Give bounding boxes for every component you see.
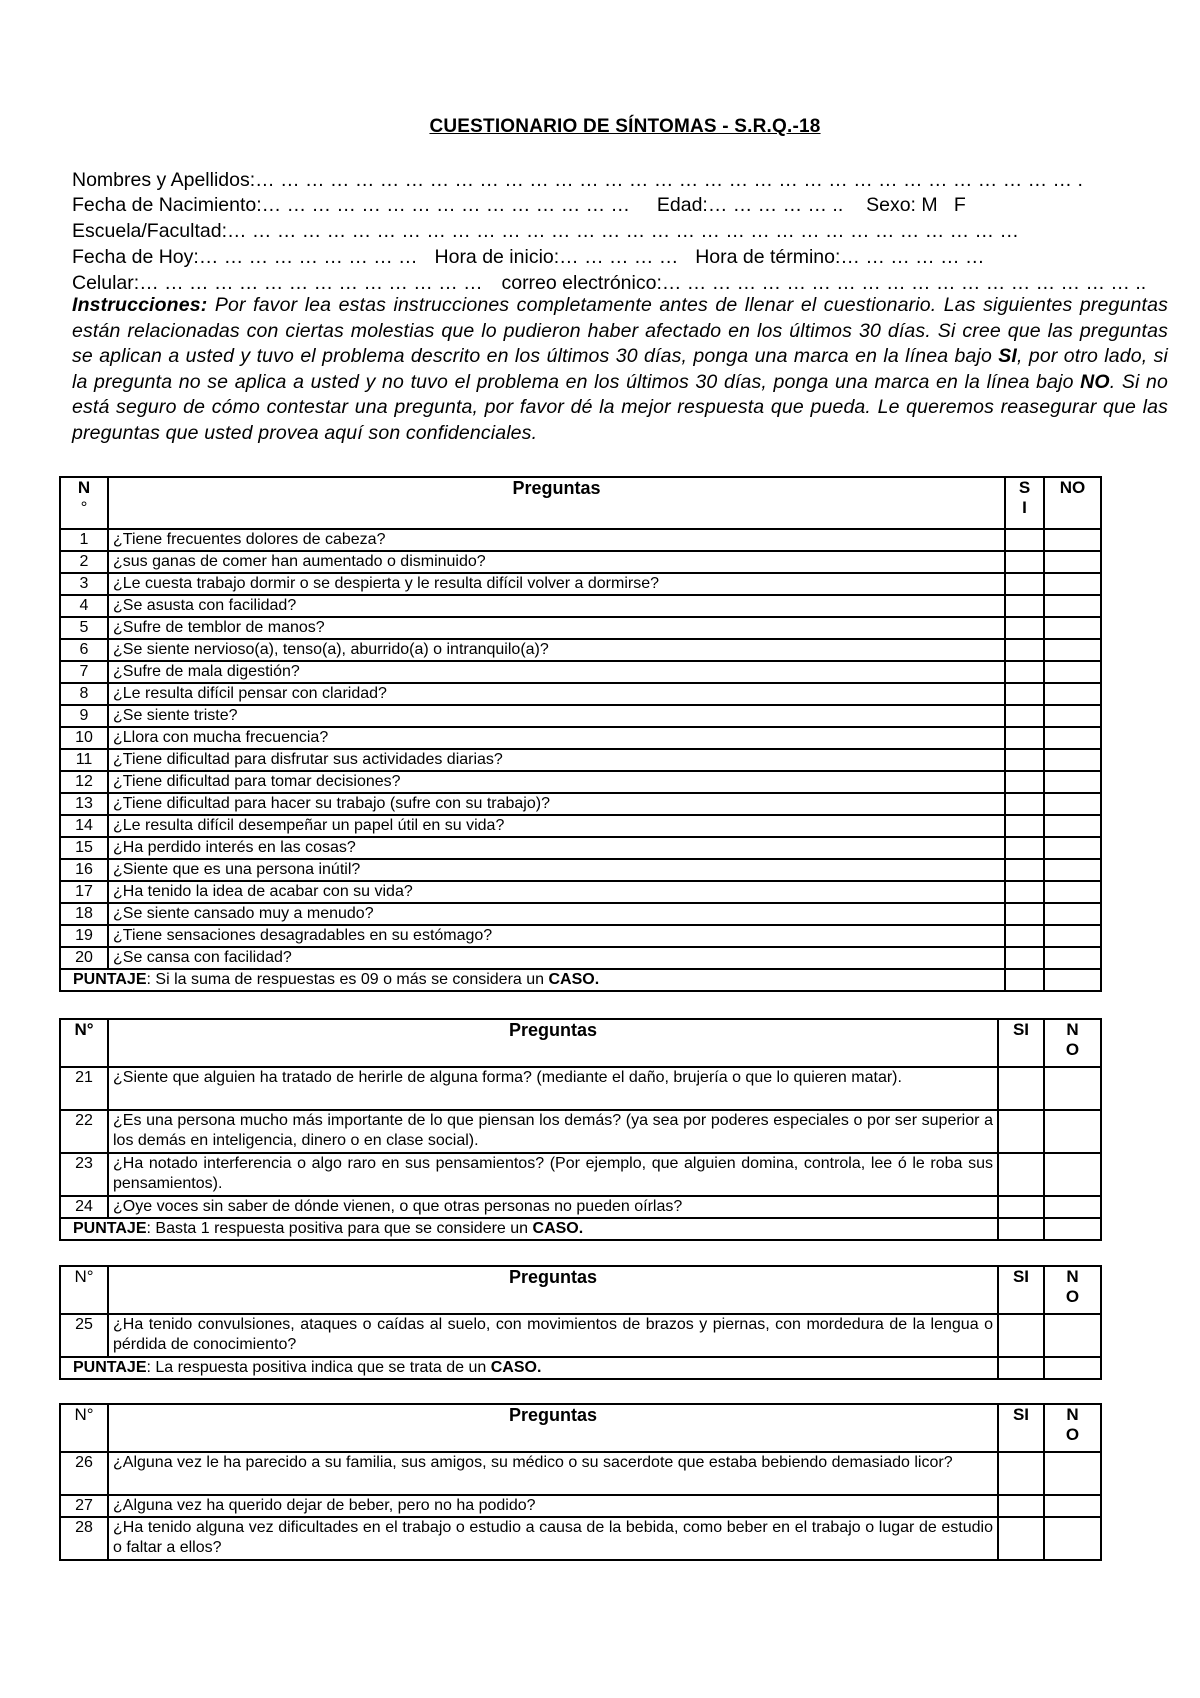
table-header-row: [60, 1404, 1101, 1452]
question-row: [60, 639, 1101, 661]
question-number: 25: [60, 1314, 108, 1357]
question-text: ¿Es una persona mucho más importante de lo que piensan los demás? (ya sea por poderes especiales o por ser superior a los demás en inteligencia, dinero o en clase social).: [108, 1110, 998, 1153]
answer-si-cell[interactable]: [1005, 903, 1044, 925]
answer-si-cell[interactable]: [1005, 837, 1044, 859]
question-number: 26: [60, 1452, 108, 1495]
question-row: [60, 1495, 1101, 1517]
field-edad: Edad:… … … … … ..: [656, 194, 844, 216]
answer-no-cell[interactable]: [1044, 1153, 1101, 1196]
table-header-row: [60, 1266, 1101, 1314]
table-epilepsy: [59, 1265, 1102, 1380]
answer-no-cell[interactable]: [1044, 1067, 1101, 1110]
question-row: [60, 573, 1101, 595]
question-number: 1: [60, 529, 108, 551]
header-no: [1044, 1266, 1101, 1314]
field-celular: Celular:… … … … … … … … … … … … … …: [72, 272, 483, 294]
answer-no-cell[interactable]: [1044, 771, 1101, 793]
answer-no-cell[interactable]: [1044, 947, 1101, 969]
answer-si-cell[interactable]: [998, 1196, 1044, 1218]
question-text: ¿Se cansa con facilidad?: [108, 947, 1005, 969]
answer-no-cell[interactable]: [1044, 617, 1101, 639]
question-row: [60, 1517, 1101, 1560]
question-text: ¿Ha tenido alguna vez dificultades en el trabajo o estudio a causa de la bebida, como beber en el trabajo o lugar de estudio o faltar a ellos?: [108, 1517, 998, 1560]
question-text: ¿Tiene dificultad para tomar decisiones?: [108, 771, 1005, 793]
answer-si-cell[interactable]: [998, 1452, 1044, 1495]
question-number: 22: [60, 1110, 108, 1153]
header-no: NO: [1044, 477, 1101, 529]
answer-si-cell[interactable]: [1005, 859, 1044, 881]
score-text: [60, 969, 1005, 991]
answer-no-cell[interactable]: [1044, 727, 1101, 749]
question-row: [60, 661, 1101, 683]
answer-si-cell[interactable]: [1005, 617, 1044, 639]
header-no-b: O: [1065, 1425, 1080, 1444]
score-row: [60, 1357, 1101, 1379]
question-row: [60, 551, 1101, 573]
header-si-b: I: [1022, 498, 1027, 517]
header-no-a: N: [1066, 1267, 1079, 1286]
question-row: [60, 1452, 1101, 1495]
header-si: SI: [998, 1019, 1044, 1067]
question-number: 21: [60, 1067, 108, 1110]
answer-no-cell[interactable]: [1044, 595, 1101, 617]
question-number: 10: [60, 727, 108, 749]
question-text: ¿Tiene dificultad para disfrutar sus actividades diarias?: [108, 749, 1005, 771]
header-preguntas: Preguntas: [108, 1019, 998, 1067]
question-row: [60, 815, 1101, 837]
answer-si-cell[interactable]: [1005, 727, 1044, 749]
header-no-b: O: [1065, 1287, 1080, 1306]
question-row: [60, 749, 1101, 771]
answer-no-cell[interactable]: [1044, 1517, 1101, 1560]
question-row: [60, 881, 1101, 903]
score-no-cell: [1044, 1357, 1101, 1379]
question-text: ¿Ha tenido convulsiones, ataques o caídas al suelo, con movimientos de brazos y piernas, con mordedura de la lengua o pérdida de conocimiento?: [108, 1314, 998, 1357]
answer-si-cell[interactable]: [998, 1314, 1044, 1357]
answer-si-cell[interactable]: [1005, 771, 1044, 793]
question-number: 15: [60, 837, 108, 859]
header-preguntas: Preguntas: [108, 477, 1005, 529]
question-text: ¿Se asusta con facilidad?: [108, 595, 1005, 617]
score-caso: CASO.: [532, 1220, 584, 1237]
answer-si-cell[interactable]: [998, 1495, 1044, 1517]
question-number: 4: [60, 595, 108, 617]
answer-no-cell[interactable]: [1044, 881, 1101, 903]
answer-no-cell[interactable]: [1044, 573, 1101, 595]
answer-no-cell[interactable]: [1044, 1196, 1101, 1218]
question-text: ¿Se siente nervioso(a), tenso(a), aburrido(a) o intranquilo(a)?: [108, 639, 1005, 661]
score-si-cell: [1005, 969, 1044, 991]
score-si-cell: [998, 1357, 1044, 1379]
score-no-cell: [1044, 969, 1101, 991]
question-row: [60, 793, 1101, 815]
field-fecha-hoy: Fecha de Hoy:… … … … … … … … …: [72, 246, 418, 268]
answer-si-cell[interactable]: [1005, 947, 1044, 969]
question-row: [60, 859, 1101, 881]
question-number: 19: [60, 925, 108, 947]
question-text: ¿Alguna vez le ha parecido a su familia, sus amigos, su médico o su sacerdote que estaba bebiendo demasiado licor?: [108, 1452, 998, 1495]
question-row: [60, 947, 1101, 969]
question-row: [60, 1110, 1101, 1153]
question-text: ¿Le resulta difícil pensar con claridad?: [108, 683, 1005, 705]
question-number: 11: [60, 749, 108, 771]
question-number: 24: [60, 1196, 108, 1218]
question-text: ¿Oye voces sin saber de dónde vienen, o que otras personas no pueden oírlas?: [108, 1196, 998, 1218]
field-fecha-nacimiento: Fecha de Nacimiento:… … … … … … … … … … … … … … …: [72, 194, 631, 216]
header-preguntas: Preguntas: [108, 1404, 998, 1452]
question-text: ¿Le resulta difícil desempeñar un papel útil en su vida?: [108, 815, 1005, 837]
instructions-paragraph: [72, 293, 1168, 446]
question-row: [60, 617, 1101, 639]
question-row: [60, 529, 1101, 551]
score-caso: CASO.: [490, 1359, 542, 1376]
header-si: [1005, 477, 1044, 529]
question-number: 5: [60, 617, 108, 639]
question-row: [60, 683, 1101, 705]
answer-si-cell[interactable]: [998, 1153, 1044, 1196]
instructions-no: NO: [1080, 370, 1110, 393]
answer-si-cell[interactable]: [1005, 793, 1044, 815]
answer-no-cell[interactable]: [1044, 551, 1101, 573]
question-text: ¿Ha tenido la idea de acabar con su vida?: [108, 881, 1005, 903]
header-no: [1044, 1019, 1101, 1067]
question-number: 17: [60, 881, 108, 903]
header-si-a: S: [1018, 478, 1031, 497]
question-text: ¿Tiene frecuentes dolores de cabeza?: [108, 529, 1005, 551]
answer-si-cell[interactable]: [1005, 749, 1044, 771]
answer-si-cell[interactable]: [1005, 661, 1044, 683]
header-si: SI: [998, 1404, 1044, 1452]
header-no: [1044, 1404, 1101, 1452]
question-row: [60, 595, 1101, 617]
question-number: 13: [60, 793, 108, 815]
header-num-b: °: [80, 498, 88, 517]
question-text: ¿Tiene dificultad para hacer su trabajo (sufre con su trabajo)?: [108, 793, 1005, 815]
header-no-b: O: [1065, 1040, 1080, 1059]
instructions-label: Instrucciones:: [72, 294, 208, 316]
field-nombres-label: Nombres y Apellidos:… … … … … … … … … … … … … … … … … … … … … … … … … … … … … … … … … .: [72, 169, 1083, 191]
question-row: [60, 1153, 1101, 1196]
question-text: ¿Llora con mucha frecuencia?: [108, 727, 1005, 749]
table-alcohol: [59, 1403, 1102, 1561]
answer-no-cell[interactable]: [1044, 1495, 1101, 1517]
score-text: [60, 1218, 998, 1240]
score-label: PUNTAJE: [73, 1220, 147, 1237]
question-number: 18: [60, 903, 108, 925]
score-label: PUNTAJE: [73, 971, 147, 988]
instructions-text-2: , por otro lado, si la pregunta no se aplica a usted y no tuvo el problema en los últimos 30 días, ponga una marca en la línea bajo: [72, 345, 1168, 393]
answer-si-cell[interactable]: [1005, 925, 1044, 947]
question-text: ¿Sufre de temblor de manos?: [108, 617, 1005, 639]
answer-si-cell[interactable]: [998, 1517, 1044, 1560]
field-escuela: [72, 218, 1019, 244]
score-description: : La respuesta positiva indica que se trata de un: [146, 1359, 491, 1376]
answer-no-cell[interactable]: [1044, 683, 1101, 705]
table-srq-main: [59, 476, 1102, 992]
answer-no-cell[interactable]: [1044, 1452, 1101, 1495]
answer-si-cell[interactable]: [1005, 639, 1044, 661]
answer-no-cell[interactable]: [1044, 925, 1101, 947]
question-number: 23: [60, 1153, 108, 1196]
table-psychosis: [59, 1018, 1102, 1241]
question-text: ¿Se siente triste?: [108, 705, 1005, 727]
question-row: [60, 705, 1101, 727]
answer-si-cell[interactable]: [998, 1067, 1044, 1110]
score-text: [60, 1357, 998, 1379]
question-row: [60, 925, 1101, 947]
field-correo: correo electrónico:… … … … … … … … … … … … … … … … … … … ..: [501, 272, 1147, 294]
answer-si-cell[interactable]: [1005, 705, 1044, 727]
question-row: [60, 837, 1101, 859]
header-no-a: N: [1066, 1405, 1079, 1424]
question-text: ¿Tiene sensaciones desagradables en su estómago?: [108, 925, 1005, 947]
answer-si-cell[interactable]: [1005, 815, 1044, 837]
field-line-nacimiento: [72, 192, 966, 218]
table-header-row: [60, 477, 1101, 529]
answer-si-cell[interactable]: [1005, 683, 1044, 705]
instructions-text-3: . Si no está seguro de cómo contestar una pregunta, por favor dé la mejor respuesta que pueda. Le queremos reasegurar que las preguntas que usted provea aquí son confidenciales.: [72, 370, 1168, 444]
question-number: 2: [60, 551, 108, 573]
question-text: ¿Siente que es una persona inútil?: [108, 859, 1005, 881]
question-text: ¿Se siente cansado muy a menudo?: [108, 903, 1005, 925]
instructions-text-1: Por favor lea estas instrucciones completamente antes de llenar el cuestionario. Las siguientes preguntas están relacionadas con ciertas molestias que lo pudieron haber afectado en los últimos 30 días. Si cree que las preguntas se aplican a usted y tuvo el problema descrito en los últimos 30 días, ponga una marca en la línea bajo: [72, 294, 1168, 367]
question-number: 6: [60, 639, 108, 661]
question-text: ¿Le cuesta trabajo dormir o se despierta y le resulta difícil volver a dormirse?: [108, 573, 1005, 595]
answer-si-cell[interactable]: [1005, 881, 1044, 903]
score-row: [60, 1218, 1101, 1240]
answer-si-cell[interactable]: [1005, 551, 1044, 573]
answer-no-cell[interactable]: [1044, 859, 1101, 881]
field-escuela-label: Escuela/Facultad:… … … … … … … … … … … … … … … … … … … … … … … … … … … … … … … …: [72, 220, 1019, 242]
question-row: [60, 1067, 1101, 1110]
question-number: 12: [60, 771, 108, 793]
answer-no-cell[interactable]: [1044, 903, 1101, 925]
answer-si-cell[interactable]: [998, 1110, 1044, 1153]
score-caso: CASO.: [548, 971, 600, 988]
header-num: N°: [60, 1266, 108, 1314]
table-header-row: [60, 1019, 1101, 1067]
answer-no-cell[interactable]: [1044, 837, 1101, 859]
instructions-si: SI: [998, 345, 1017, 367]
score-no-cell: [1044, 1218, 1101, 1240]
header-si: SI: [998, 1266, 1044, 1314]
header-no-a: N: [1066, 1020, 1079, 1039]
question-text: ¿Ha notado interferencia o algo raro en sus pensamientos? (Por ejemplo, que alguien domina, controla, lee ó le roba sus pensamientos).: [108, 1153, 998, 1196]
page-title: CUESTIONARIO DE SÍNTOMAS - S.R.Q.-18: [429, 116, 821, 137]
field-sexo: Sexo: M F: [866, 194, 966, 216]
answer-no-cell[interactable]: [1044, 815, 1101, 837]
header-num: N°: [60, 1019, 108, 1067]
question-number: 14: [60, 815, 108, 837]
answer-no-cell[interactable]: [1044, 1110, 1101, 1153]
question-row: [60, 1314, 1101, 1357]
score-label: PUNTAJE: [73, 1359, 147, 1376]
question-row: [60, 903, 1101, 925]
answer-no-cell[interactable]: [1044, 661, 1101, 683]
score-description: : Basta 1 respuesta positiva para que se considere un: [146, 1220, 533, 1237]
field-nombres: [72, 167, 1083, 193]
question-number: 28: [60, 1517, 108, 1560]
field-hora-inicio: Hora de inicio:… … … … …: [434, 246, 679, 268]
header-num-a: N: [77, 478, 91, 497]
question-text: ¿Siente que alguien ha tratado de herirle de alguna forma? (mediante el daño, brujería o que lo quieren matar).: [108, 1067, 998, 1110]
question-text: ¿Sufre de mala digestión?: [108, 661, 1005, 683]
question-number: 20: [60, 947, 108, 969]
question-number: 3: [60, 573, 108, 595]
field-hora-termino: Hora de término:… … … … … …: [695, 246, 985, 268]
answer-si-cell[interactable]: [1005, 529, 1044, 551]
header-num: N°: [60, 1404, 108, 1452]
score-si-cell: [998, 1218, 1044, 1240]
question-number: 27: [60, 1495, 108, 1517]
answer-no-cell[interactable]: [1044, 705, 1101, 727]
score-description: : Si la suma de respuestas es 09 o más se considera un: [146, 971, 549, 988]
question-number: 16: [60, 859, 108, 881]
question-number: 9: [60, 705, 108, 727]
answer-si-cell[interactable]: [1005, 573, 1044, 595]
answer-no-cell[interactable]: [1044, 1314, 1101, 1357]
question-number: 8: [60, 683, 108, 705]
question-row: [60, 1196, 1101, 1218]
answer-no-cell[interactable]: [1044, 529, 1101, 551]
question-text: ¿Ha perdido interés en las cosas?: [108, 837, 1005, 859]
field-line-fecha-hoy: [72, 244, 985, 270]
question-text: ¿sus ganas de comer han aumentado o disminuido?: [108, 551, 1005, 573]
header-preguntas: Preguntas: [108, 1266, 998, 1314]
question-row: [60, 771, 1101, 793]
header-num: [60, 477, 108, 529]
answer-no-cell[interactable]: [1044, 749, 1101, 771]
answer-no-cell[interactable]: [1044, 793, 1101, 815]
question-row: [60, 727, 1101, 749]
answer-no-cell[interactable]: [1044, 639, 1101, 661]
question-text: ¿Alguna vez ha querido dejar de beber, pero no ha podido?: [108, 1495, 998, 1517]
score-row: [60, 969, 1101, 991]
question-number: 7: [60, 661, 108, 683]
answer-si-cell[interactable]: [1005, 595, 1044, 617]
